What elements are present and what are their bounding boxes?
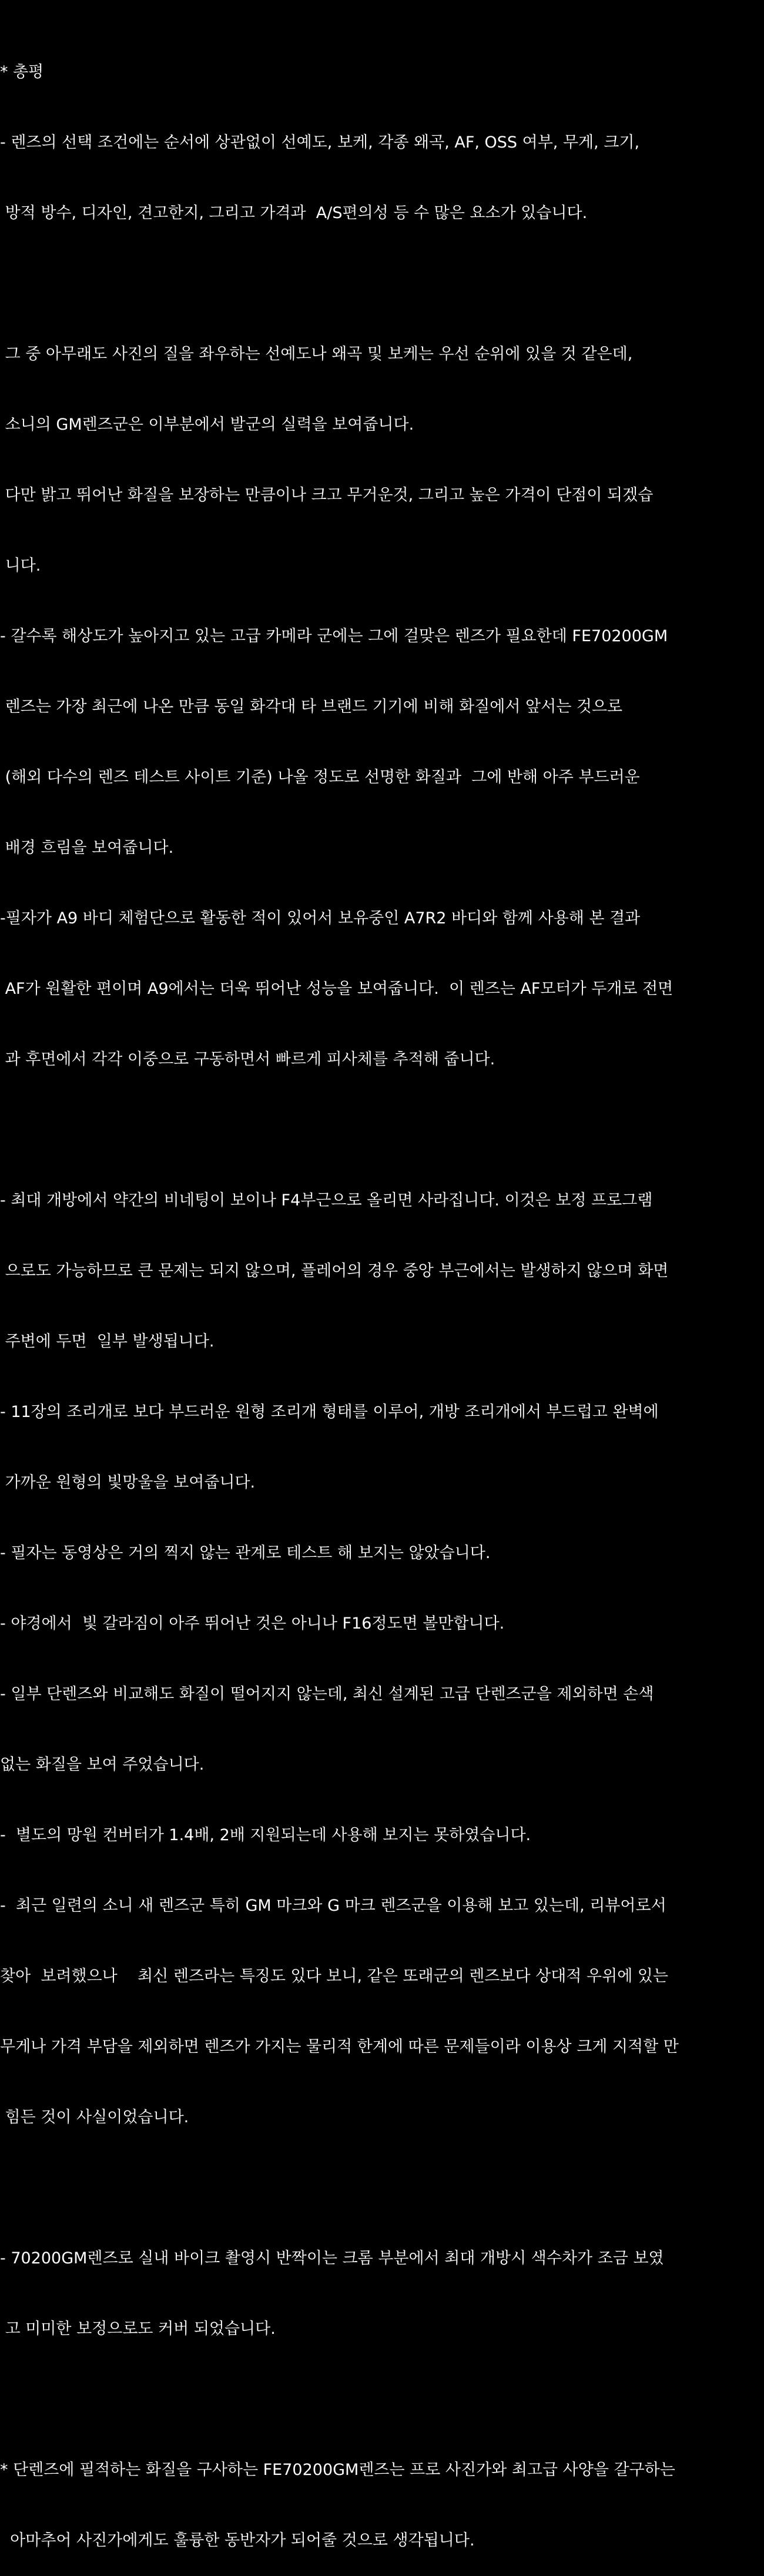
review-line: - 렌즈의 선택 조건에는 순서에 상관없이 선예도, 보케, 각종 왜곡, AF, OSS 여부, 무게, 크기, <box>0 133 640 152</box>
blank-line <box>0 2388 764 2411</box>
review-conclusion: * 단렌즈에 필적하는 화질을 구사하는 FE70200GM렌즈는 프로 사진가와 최고급 사양을 갈구하는 <box>0 2461 675 2479</box>
review-line: 그 중 아무래도 사진의 질을 좌우하는 선예도나 왜곡 및 보케는 우선 순위에 있을 것 같은데, <box>0 345 633 363</box>
review-line: - 별도의 망원 컨버터가 1.4배, 2배 지원되는데 사용해 보지는 못하였습니다. <box>0 1826 531 1844</box>
review-line: 없는 화질을 보여 주었습니다. <box>0 1756 205 1774</box>
review-line: 과 후면에서 각각 이중으로 구동하면서 빠르게 피사체를 추적해 줍니다. <box>0 1050 495 1068</box>
blank-line <box>0 272 764 296</box>
review-line: - 70200GM렌즈로 실내 바이크 촬영시 반짝이는 크롬 부분에서 최대 개방시 색수차가 조금 보였 <box>0 2249 664 2267</box>
review-line: 다만 밝고 뛰어난 화질을 보장하는 만큼이나 크고 무거운것, 그리고 높은 가격이 단점이 되겠습 <box>0 486 654 504</box>
review-line: - 필자는 동영상은 거의 찍지 않는 관계로 테스트 해 보지는 않았습니다. <box>0 1544 491 1562</box>
blank-line <box>0 2176 764 2200</box>
review-line: - 갈수록 해상도가 높아지고 있는 고급 카메라 군에는 그에 걸맞은 렌즈가 필요한데 FE70200GM <box>0 627 668 645</box>
review-line: 찾아 보려했으나 최신 렌즈라는 특징도 있다 보니, 같은 또래군의 렌즈보다 상대적 우위에 있는 <box>0 1967 669 1985</box>
review-text-body <box>0 14 764 2576</box>
review-line: 힘든 것이 사실이었습니다. <box>0 2108 189 2126</box>
review-heading: * 총평 <box>0 63 44 81</box>
review-line: - 일부 단렌즈와 비교해도 화질이 떨어지지 않는데, 최신 설계된 고급 단렌즈군을 제외하면 손색 <box>0 1685 654 1703</box>
review-line: - 최대 개방에서 약간의 비네팅이 보이나 F4부근으로 올리면 사라집니다. 이것은 보정 프로그램 <box>0 1191 653 1210</box>
review-line: -필자가 A9 바디 체험단으로 활동한 적이 있어서 보유중인 A7R2 바디와 함께 사용해 본 결과 <box>0 909 641 927</box>
review-line: 렌즈는 가장 최근에 나온 만큼 동일 화각대 타 브랜드 기기에 비해 화질에서 앞서는 것으로 <box>0 698 623 716</box>
review-line: 무게나 가격 부담을 제외하면 렌즈가 가지는 물리적 한계에 따른 문제들이라 이용상 크게 지적할 만 <box>0 2038 679 2056</box>
review-line: 가까운 원형의 빛망울을 보여줍니다. <box>0 1473 256 1492</box>
review-line: - 야경에서 빛 갈라짐이 아주 뛰어난 것은 아니나 F16정도면 볼만합니다. <box>0 1614 505 1633</box>
review-line: AF가 원활한 편이며 A9에서는 더욱 뛰어난 성능을 보여줍니다. 이 렌즈는 AF모터가 두개로 전면 <box>0 980 673 998</box>
review-line: 배경 흐림을 보여줍니다. <box>0 839 174 857</box>
blank-line <box>0 1118 764 1142</box>
review-line: 방적 방수, 디자인, 견고한지, 그리고 가격과 A/S편의성 등 수 많은 요소가 있습니다. <box>0 204 588 222</box>
review-line: 소니의 GM렌즈군은 이부분에서 발군의 실력을 보여줍니다. <box>0 416 414 434</box>
review-conclusion: 아마추어 사진가에게도 훌륭한 동반자가 되어줄 것으로 생각됩니다. <box>0 2531 475 2550</box>
review-line: (해외 다수의 렌즈 테스트 사이트 기준) 나올 정도로 선명한 화질과 그에 반해 아주 부드러운 <box>0 768 640 786</box>
review-line: 니다. <box>0 557 41 575</box>
review-line: 으로도 가능하므로 큰 문제는 되지 않으며, 플레어의 경우 중앙 부근에서는 발생하지 않으며 화면 <box>0 1262 669 1280</box>
review-line: 주변에 두면 일부 발생됩니다. <box>0 1332 215 1351</box>
review-line: - 11장의 조리개로 보다 부드러운 원형 조리개 형태를 이루어, 개방 조리개에서 부드럽고 완벽에 <box>0 1403 659 1421</box>
review-line: - 최근 일련의 소니 새 렌즈군 특히 GM 마크와 G 마크 렌즈군을 이용해 보고 있는데, 리뷰어로서 <box>0 1897 666 1915</box>
review-line: 고 미미한 보정으로도 커버 되었습니다. <box>0 2320 276 2338</box>
